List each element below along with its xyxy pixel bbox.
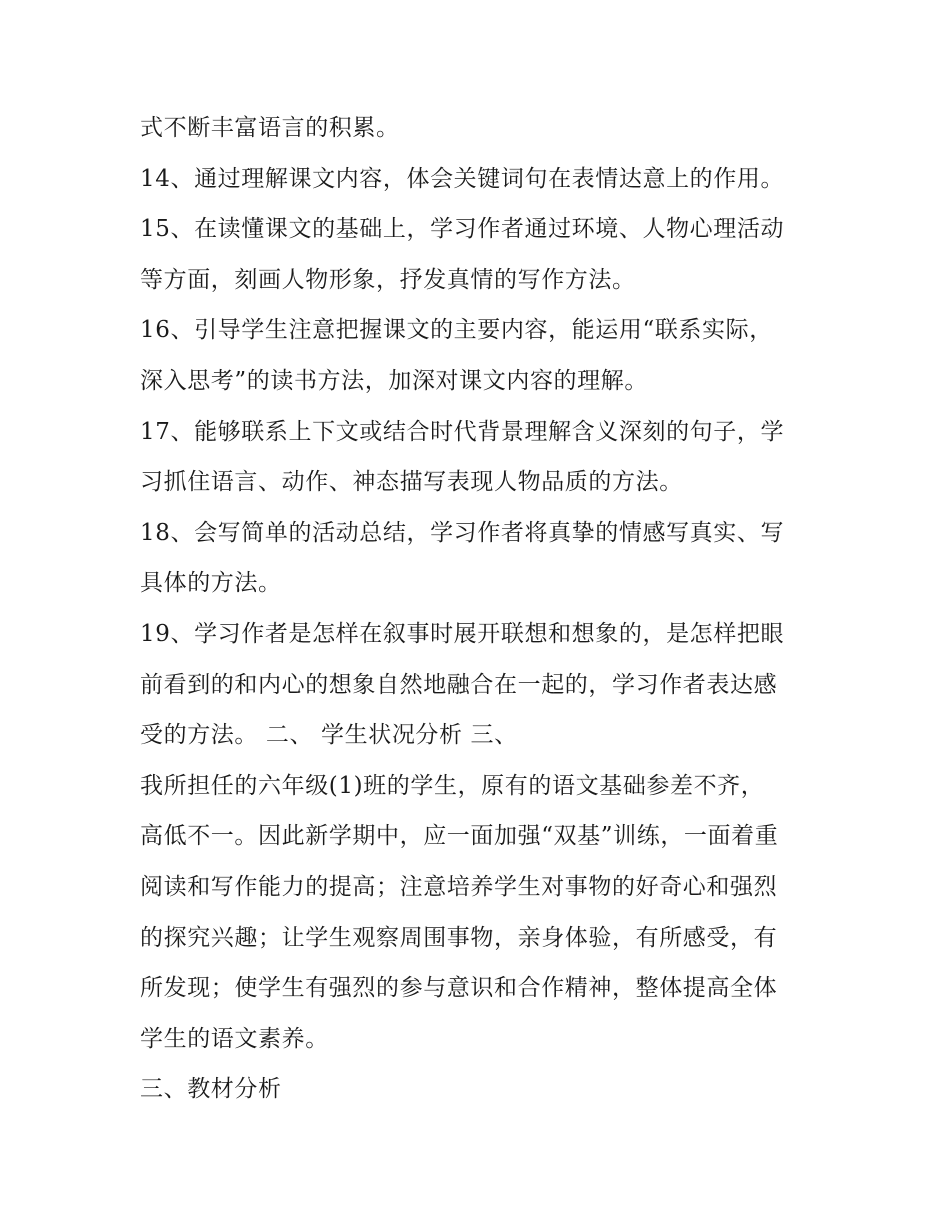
text-line: 阅读和写作能力的提高；注意培养学生对事物的好奇心和强烈 bbox=[140, 873, 778, 900]
text-line: 18、会写简单的活动总结，学习作者将真挚的情感写真实、写 bbox=[140, 519, 785, 546]
text-line: 习抓住语言、动作、神态描写表现人物品质的方法。 bbox=[140, 469, 683, 496]
text-line: 受的方法。 二、 学生状况分析 三、 bbox=[140, 722, 518, 749]
text-line: 14、通过理解课文内容，体会关键词句在表情达意上的作用。 bbox=[140, 165, 785, 192]
text-line: 19、学习作者是怎样在叙事时展开联想和想象的，是怎样把眼 bbox=[140, 620, 785, 647]
text-line: 17、能够联系上下文或结合时代背景理解含义深刻的句子，学 bbox=[140, 418, 785, 445]
text-line: 学生的语文素养。 bbox=[140, 1025, 329, 1052]
text-line: 前看到的和内心的想象自然地融合在一起的，学习作者表达感 bbox=[140, 671, 778, 698]
text-line: 15、在读懂课文的基础上，学习作者通过环境、人物心理活动 bbox=[140, 216, 785, 243]
text-line: 深入思考”的读书方法，加深对课文内容的理解。 bbox=[140, 367, 648, 394]
text-line: 16、引导学生注意把握课文的主要内容，能运用“联系实际， bbox=[140, 317, 773, 344]
text-line: 等方面，刻画人物形象，抒发真情的写作方法。 bbox=[140, 266, 636, 293]
text-line: 具体的方法。 bbox=[140, 570, 282, 597]
document-body bbox=[140, 103, 820, 1115]
text-line: 的探究兴趣；让学生观察周围事物，亲身体验，有所感受，有 bbox=[140, 924, 778, 951]
section-heading: 三、教材分析 bbox=[140, 1076, 282, 1103]
text-line: 式不断丰富语言的积累。 bbox=[140, 115, 400, 141]
text-line: 高低不一。因此新学期中，应一面加强“双基”训练，一面着重 bbox=[140, 823, 779, 850]
text-line: 我所担任的六年级(1)班的学生，原有的语文基础参差不齐， bbox=[140, 772, 765, 799]
text-line: 所发现；使学生有强烈的参与意识和合作精神，整体提高全体 bbox=[140, 975, 778, 1002]
